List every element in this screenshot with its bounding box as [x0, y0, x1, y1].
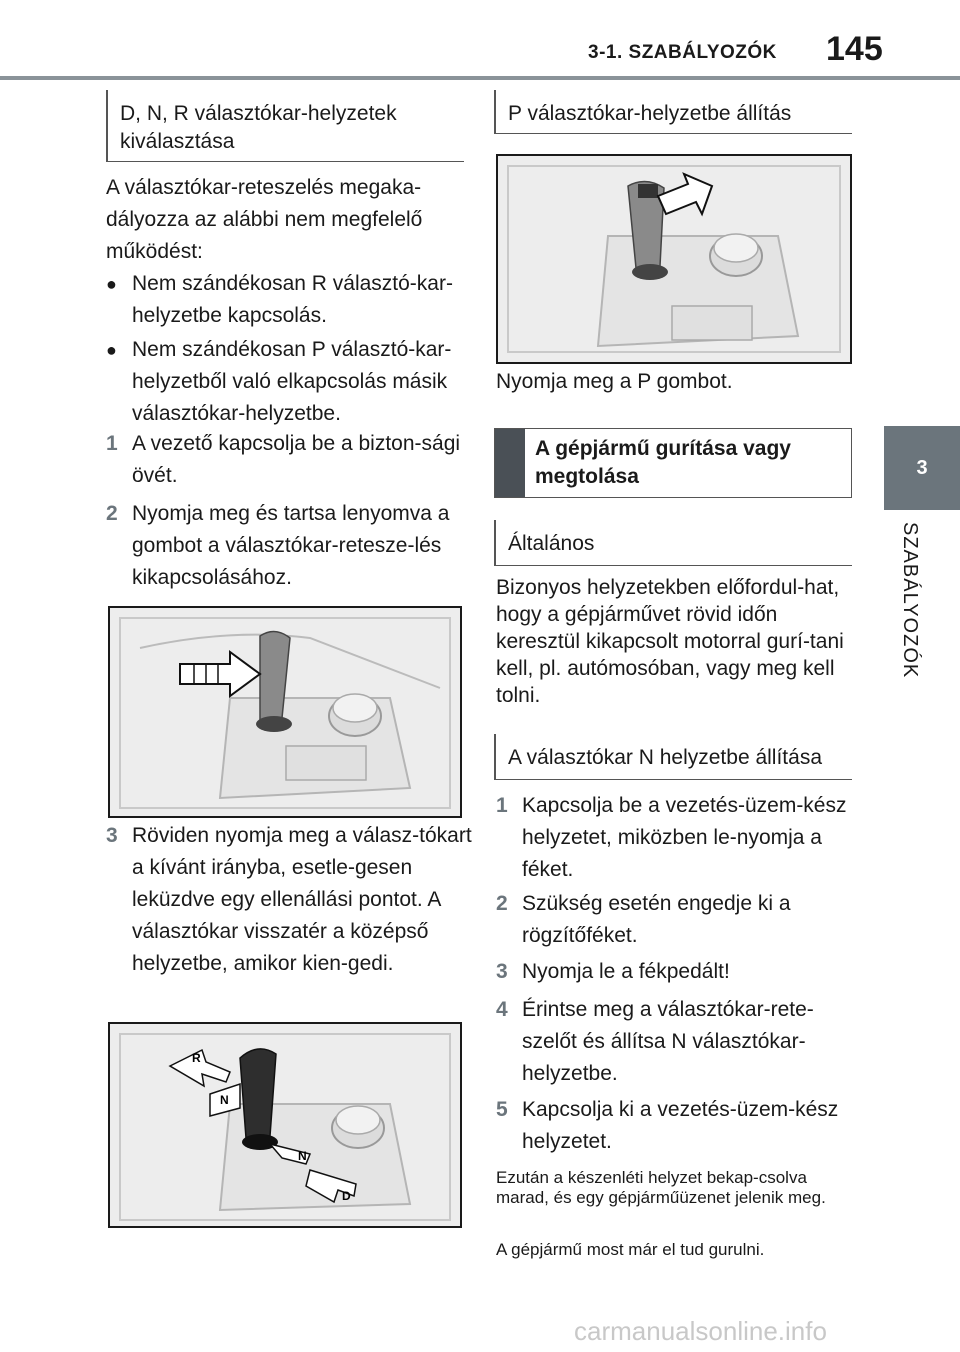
- bullet-item: ● Nem szándékosan P választó-kar-helyzetből való elkapcsolás másik választókar-helyzetbe.: [106, 334, 472, 430]
- section-heading-dnr: [106, 90, 464, 162]
- subheading-general: [494, 520, 852, 566]
- general-paragraph: Bizonyos helyzetekben előfordul-hat, hogy a gépjárművet rövid időn keresztül kikapcsolt motorral gurí-tani kell, pl. autómosóban, vagy meg kell tolni.: [496, 576, 844, 707]
- chapter-title: 3-1. SZABÁLYOZÓK: [588, 42, 777, 63]
- step-number: 2: [496, 892, 508, 915]
- step-item: [106, 428, 482, 492]
- chapter-tab-number: 3: [916, 456, 928, 479]
- header-divider: [0, 76, 960, 80]
- step-number: 1: [106, 432, 118, 455]
- note-standby: Ezután a készenléti helyzet bekap-csolva marad, és egy gépjárműüzenet jelenik meg.: [496, 1168, 826, 1207]
- watermark: carmanualsonline.info: [574, 1316, 827, 1346]
- step-number: 4: [496, 998, 508, 1021]
- step-text: Kapcsolja be a vezetés-üzem-kész helyzetet, miközben le-nyomja a féket.: [522, 794, 847, 881]
- step-item: [106, 820, 488, 980]
- step-item: [496, 994, 864, 1090]
- shift-label: N: [220, 1093, 229, 1107]
- shift-label: R: [192, 1051, 201, 1065]
- subheading-neutral: [494, 734, 852, 780]
- step-number: 1: [496, 794, 508, 817]
- intro-paragraph: A választókar-reteszelés megaka-dályozza az alábbi nem megfelelő működést:: [106, 176, 423, 263]
- step-item: [106, 498, 488, 594]
- step-text: Röviden nyomja meg a válasz-tókart a kívánt irányba, esetle-gesen leküzdve egy ellenállási pontot. A választókar visszatér a középső helyzetbe, amikor kien-gedi.: [132, 824, 472, 975]
- step-number: 3: [106, 824, 118, 847]
- bullet-item: ● Nem szándékosan R választó-kar-helyzetbe kapcsolás.: [106, 268, 462, 332]
- step-text: A vezető kapcsolja be a bizton-sági övét.: [132, 432, 461, 487]
- subheading-general-text: Általános: [508, 532, 595, 555]
- step-text: Érintse meg a választókar-rete-szelőt és állítsa N választókar-helyzetbe.: [522, 998, 814, 1085]
- figure-lever-positions: [108, 1022, 462, 1228]
- step-number: 2: [106, 502, 118, 525]
- figure-p-button: [496, 154, 852, 364]
- step-item: [496, 1094, 864, 1158]
- step-item: [496, 956, 864, 988]
- step-item: [496, 888, 864, 952]
- chapter-tab: [884, 426, 960, 510]
- note-can-roll: A gépjármű most már el tud gurulni.: [496, 1240, 765, 1259]
- step-text: Szükség esetén engedje ki a rögzítőféket.: [522, 892, 791, 947]
- step-number: 3: [496, 960, 508, 983]
- step-item: [496, 790, 864, 886]
- page-number: 145: [826, 30, 883, 68]
- section-heading-p: [494, 90, 852, 134]
- section-heading-p-text: P választókar-helyzetbe állítás: [508, 102, 792, 125]
- step-number: 5: [496, 1098, 508, 1121]
- section-heading-rolling-text: A gépjármű gurítása vagy megtolása: [535, 437, 791, 488]
- section-heading-rolling: [494, 428, 852, 498]
- section-heading-dnr-text: D, N, R választókar-helyzetek kiválasztása: [120, 102, 397, 153]
- step-text: Nyomja le a fékpedált!: [522, 960, 730, 983]
- shift-label: D: [342, 1189, 351, 1203]
- heading-accent-bar: [495, 429, 525, 497]
- shift-label: N: [298, 1149, 307, 1163]
- p-instruction: Nyomja meg a P gombot.: [496, 370, 733, 393]
- subheading-neutral-text: A választókar N helyzetbe állítása: [508, 746, 822, 769]
- step-text: Nyomja meg és tartsa lenyomva a gombot a választókar-retesze-lés kikapcsolásához.: [132, 502, 450, 589]
- chapter-side-title: SZABÁLYOZÓK: [899, 522, 921, 679]
- step-text: Kapcsolja ki a vezetés-üzem-kész helyzetet.: [522, 1098, 839, 1153]
- figure-unlock-button: [108, 606, 462, 818]
